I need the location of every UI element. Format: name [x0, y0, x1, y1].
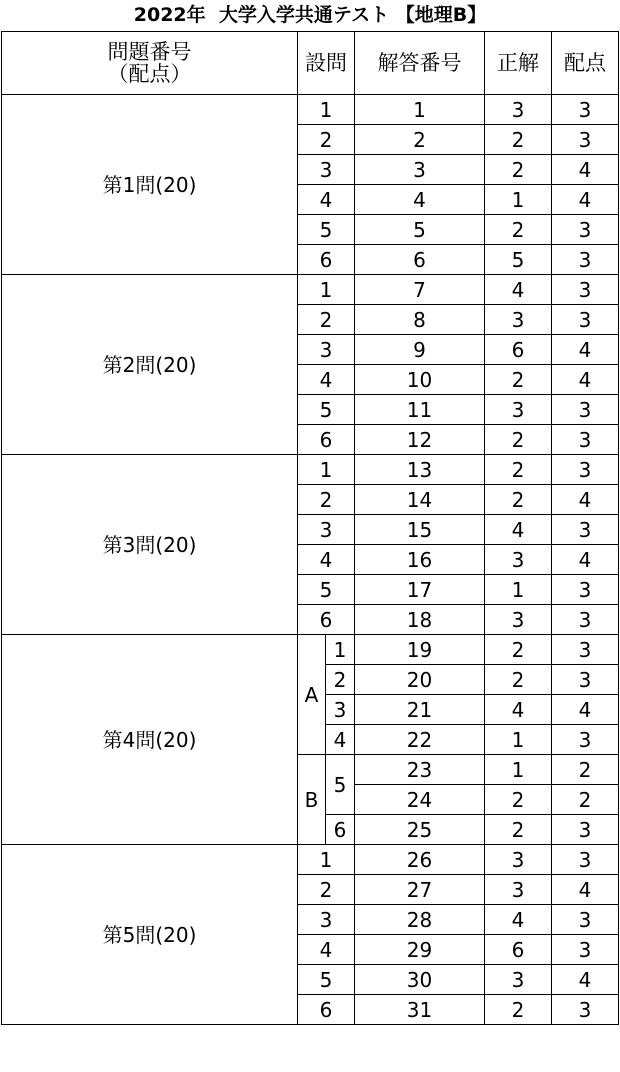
answer-number: 7: [355, 275, 485, 305]
points: 3: [552, 425, 619, 455]
correct-answer: 3: [485, 305, 552, 335]
points: 3: [552, 665, 619, 695]
table-header-row: [2, 32, 619, 95]
question-number: 3: [298, 335, 355, 365]
correct-answer: 2: [485, 125, 552, 155]
question-number: 6: [298, 245, 355, 275]
correct-answer: 2: [485, 665, 552, 695]
points: 4: [552, 485, 619, 515]
points: 3: [552, 635, 619, 665]
question-number: 6: [326, 815, 355, 845]
correct-answer: 2: [485, 995, 552, 1025]
points: 2: [552, 755, 619, 785]
question-number: 4: [298, 365, 355, 395]
answer-number: 17: [355, 575, 485, 605]
page-title: 2022年 大学入学共通テスト 【地理B】: [133, 4, 487, 26]
table-row: [2, 845, 619, 875]
points: 3: [552, 125, 619, 155]
answer-number: 25: [355, 815, 485, 845]
correct-answer: 2: [485, 365, 552, 395]
answer-number: 23: [355, 755, 485, 785]
answer-number: 21: [355, 695, 485, 725]
points: 4: [552, 365, 619, 395]
points: 4: [552, 965, 619, 995]
section-label: 第4問(20): [2, 635, 298, 845]
question-number: 4: [298, 545, 355, 575]
question-number: 1: [298, 845, 355, 875]
answer-number: 2: [355, 125, 485, 155]
question-number: 3: [298, 515, 355, 545]
question-number: 5: [298, 965, 355, 995]
answer-number: 22: [355, 725, 485, 755]
question-number: 5: [326, 755, 355, 815]
correct-answer: 3: [485, 395, 552, 425]
question-number: 1: [298, 455, 355, 485]
answer-number: 26: [355, 845, 485, 875]
answer-number: 31: [355, 995, 485, 1025]
points: 4: [552, 335, 619, 365]
question-number: 2: [298, 305, 355, 335]
question-number: 6: [298, 605, 355, 635]
answer-number: 30: [355, 965, 485, 995]
question-number: 3: [298, 155, 355, 185]
points: 3: [552, 845, 619, 875]
question-number: 3: [298, 905, 355, 935]
correct-answer: 6: [485, 935, 552, 965]
correct-answer: 1: [485, 575, 552, 605]
header-setsumon: 設問: [298, 32, 355, 95]
table-row: [2, 275, 619, 305]
correct-answer: 6: [485, 335, 552, 365]
points: 3: [552, 725, 619, 755]
question-number: 2: [326, 665, 355, 695]
question-number: 1: [326, 635, 355, 665]
points: 3: [552, 815, 619, 845]
question-number: 5: [298, 575, 355, 605]
correct-answer: 3: [485, 875, 552, 905]
points: 4: [552, 185, 619, 215]
answer-number: 6: [355, 245, 485, 275]
question-number: 5: [298, 215, 355, 245]
correct-answer: 4: [485, 515, 552, 545]
points: 3: [552, 275, 619, 305]
correct-answer: 2: [485, 155, 552, 185]
correct-answer: 3: [485, 545, 552, 575]
part-label: A: [298, 635, 326, 755]
header-kaito-number: 解答番号: [355, 32, 485, 95]
correct-answer: 2: [485, 455, 552, 485]
points: 3: [552, 995, 619, 1025]
section-label: 第1問(20): [2, 95, 298, 275]
section-label: 第5問(20): [2, 845, 298, 1025]
question-number: 5: [298, 395, 355, 425]
points: 3: [552, 395, 619, 425]
points: 3: [552, 95, 619, 125]
header-seikai: 正解: [485, 32, 552, 95]
answer-number: 13: [355, 455, 485, 485]
correct-answer: 3: [485, 845, 552, 875]
points: 4: [552, 695, 619, 725]
answer-number: 27: [355, 875, 485, 905]
question-number: 1: [298, 275, 355, 305]
correct-answer: 4: [485, 905, 552, 935]
points: 3: [552, 455, 619, 485]
correct-answer: 2: [485, 635, 552, 665]
part-label: B: [298, 755, 326, 845]
points: 4: [552, 545, 619, 575]
points: 3: [552, 305, 619, 335]
points: 3: [552, 905, 619, 935]
answer-number: 9: [355, 335, 485, 365]
correct-answer: 2: [485, 785, 552, 815]
correct-answer: 1: [485, 755, 552, 785]
table-row: [2, 635, 619, 665]
answer-number: 5: [355, 215, 485, 245]
question-number: 4: [298, 935, 355, 965]
correct-answer: 4: [485, 695, 552, 725]
header-problem-number-label: 問題番号: [107, 40, 192, 64]
header-problem-points-label: （配点）: [107, 62, 192, 86]
correct-answer: 5: [485, 245, 552, 275]
answer-number: 3: [355, 155, 485, 185]
correct-answer: 3: [485, 965, 552, 995]
answer-number: 15: [355, 515, 485, 545]
points: 3: [552, 575, 619, 605]
header-problem-number: [2, 32, 298, 95]
answer-number: 19: [355, 635, 485, 665]
answer-number: 1: [355, 95, 485, 125]
points: 2: [552, 785, 619, 815]
correct-answer: 1: [485, 185, 552, 215]
points: 4: [552, 875, 619, 905]
answer-number: 16: [355, 545, 485, 575]
answer-number: 18: [355, 605, 485, 635]
points: 4: [552, 155, 619, 185]
answer-number: 24: [355, 785, 485, 815]
correct-answer: 2: [485, 485, 552, 515]
section-label: 第2問(20): [2, 275, 298, 455]
answer-number: 14: [355, 485, 485, 515]
question-number: 2: [298, 485, 355, 515]
correct-answer: 2: [485, 215, 552, 245]
answer-number: 11: [355, 395, 485, 425]
question-number: 4: [298, 185, 355, 215]
section-label: 第3問(20): [2, 455, 298, 635]
points: 3: [552, 245, 619, 275]
correct-answer: 3: [485, 605, 552, 635]
answer-number: 10: [355, 365, 485, 395]
points: 3: [552, 605, 619, 635]
table-row: [2, 95, 619, 125]
answer-table: [1, 31, 619, 1025]
points: 3: [552, 935, 619, 965]
correct-answer: 3: [485, 95, 552, 125]
correct-answer: 2: [485, 425, 552, 455]
answer-number: 29: [355, 935, 485, 965]
answer-number: 20: [355, 665, 485, 695]
answer-number: 28: [355, 905, 485, 935]
table-row: [2, 455, 619, 485]
question-number: 4: [326, 725, 355, 755]
answer-number: 8: [355, 305, 485, 335]
correct-answer: 2: [485, 815, 552, 845]
question-number: 1: [298, 95, 355, 125]
points: 3: [552, 215, 619, 245]
correct-answer: 1: [485, 725, 552, 755]
question-number: 2: [298, 125, 355, 155]
question-number: 2: [298, 875, 355, 905]
header-haiten: 配点: [552, 32, 619, 95]
correct-answer: 4: [485, 275, 552, 305]
points: 3: [552, 515, 619, 545]
question-number: 6: [298, 425, 355, 455]
question-number: 3: [326, 695, 355, 725]
answer-number: 12: [355, 425, 485, 455]
question-number: 6: [298, 995, 355, 1025]
answer-number: 4: [355, 185, 485, 215]
